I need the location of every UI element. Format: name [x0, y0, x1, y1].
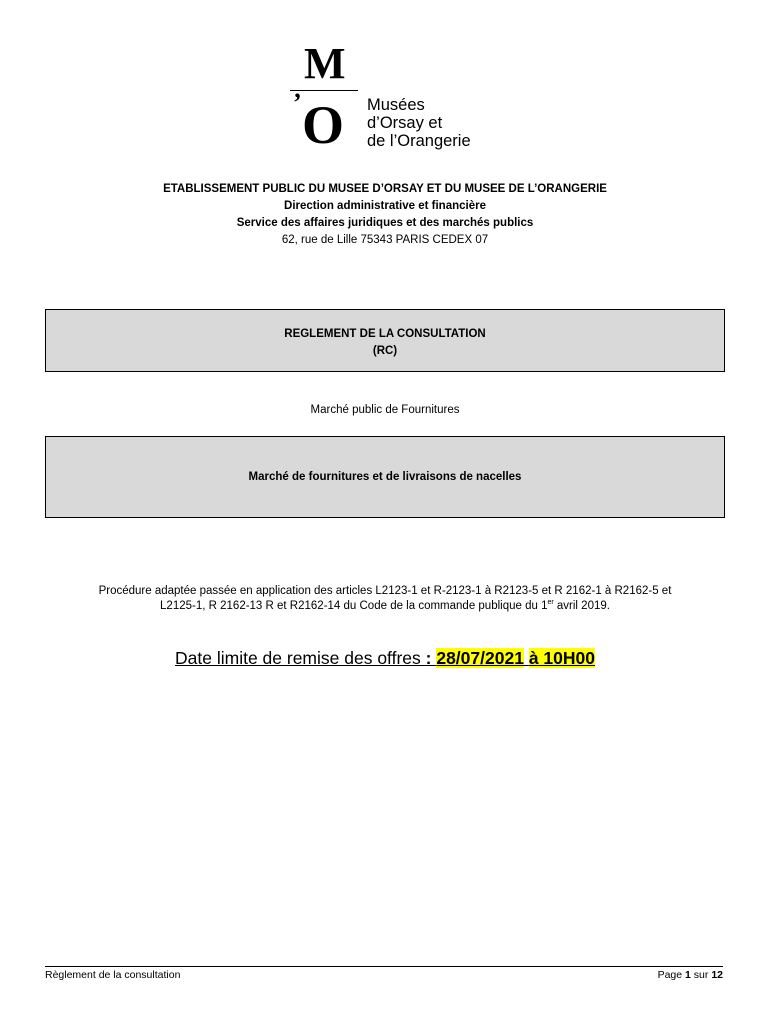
page-middle: sur	[690, 969, 712, 981]
institution-address: 62, rue de Lille 75343 PARIS CEDEX 07	[281, 234, 489, 246]
page-total: 12	[711, 969, 723, 981]
direction-name: Direction administrative et financière	[284, 200, 486, 212]
procedure-line-1: Procédure adaptée passée en application des articles L2123-1 et R-2123-1 à R2123-5 et R 2162-1 à R2162-5 et	[98, 585, 672, 597]
footer-document-name: Règlement de la consultation	[45, 969, 181, 981]
procedure-text	[40, 584, 730, 614]
logo-monogram-m: M	[304, 39, 345, 88]
rc-title-box	[45, 309, 725, 372]
deadline-time: à 10H00	[528, 648, 595, 668]
page-current: 1	[685, 969, 691, 981]
footer-divider	[45, 966, 723, 967]
market-title: Marché de fournitures et de livraisons de nacelles	[248, 471, 522, 483]
market-type: Marché public de Fournitures	[310, 404, 460, 416]
page-prefix: Page	[657, 969, 686, 981]
deadline-label: Date limite de remise des offres	[175, 648, 426, 668]
logo-name-line: de l’Orangerie	[367, 132, 471, 150]
procedure-line-2-end: avril 2019.	[553, 600, 610, 612]
deadline-colon: :	[425, 648, 437, 668]
institution-name: ETABLISSEMENT PUBLIC DU MUSEE D’ORSAY ET DU MUSEE DE L’ORANGERIE	[163, 183, 607, 195]
deadline-date: 28/07/2021	[436, 648, 524, 668]
logo-museum-name	[367, 96, 471, 150]
service-name: Service des affaires juridiques et des marchés publics	[236, 217, 534, 229]
logo-name-line: d’Orsay et	[367, 114, 443, 132]
rc-title: REGLEMENT DE LA CONSULTATION	[284, 328, 486, 340]
logo-name-line: Musées	[367, 96, 425, 114]
rc-abbreviation: (RC)	[372, 345, 398, 357]
footer-page-number	[658, 969, 723, 981]
submission-deadline	[40, 648, 730, 669]
procedure-line-2-text: L2125-1, R 2162-13 R et R2162-14 du Code de la commande publique du 1	[160, 600, 548, 612]
logo-monogram-apostrophe: ’	[293, 88, 302, 117]
ordinal-superscript: er	[547, 599, 554, 607]
museum-logo	[290, 39, 490, 156]
market-title-box	[45, 436, 725, 518]
logo-monogram-o: O	[302, 95, 345, 155]
procedure-line-2	[40, 599, 730, 614]
